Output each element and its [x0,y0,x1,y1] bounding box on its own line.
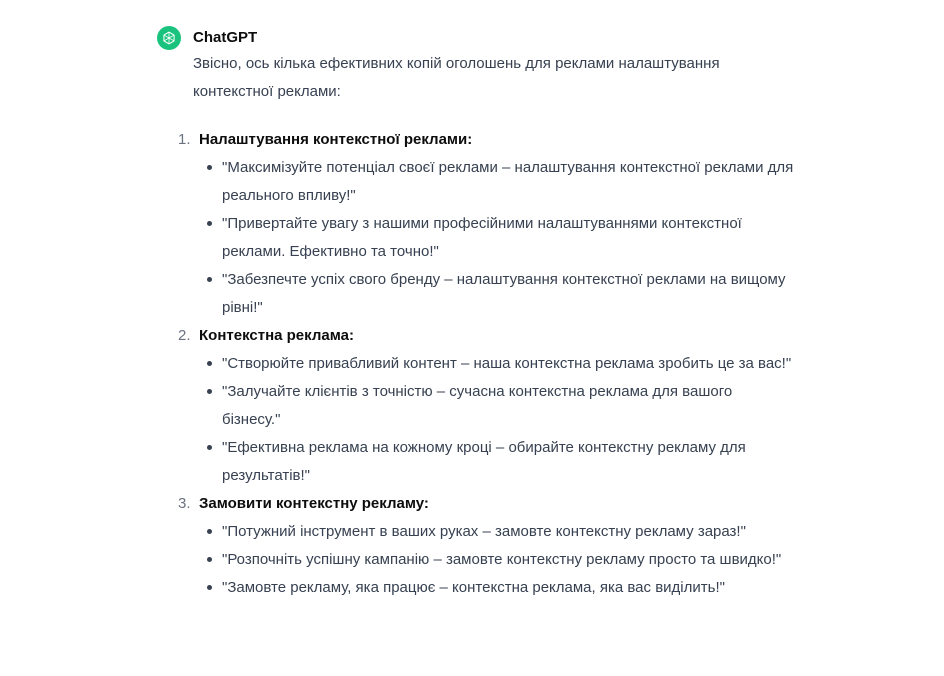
ad-copy-list [0,518,944,602]
section-heading [0,490,944,518]
section-title: Замовити контекстну рекламу: [199,495,429,512]
section-number: 3. [178,495,191,512]
section-title: Налаштування контекстної реклами: [199,131,473,148]
ad-copy-item [0,546,944,574]
ad-sections-list [0,126,944,602]
section-title: Контекстна реклама: [199,327,354,344]
bullet-icon [207,221,212,226]
section-number: 1. [178,131,191,148]
section-item [0,126,944,322]
ad-copy-item [0,518,944,546]
ad-copy-item [0,154,944,210]
section-number: 2. [178,327,191,344]
bullet-icon [207,277,212,282]
openai-logo-icon [161,30,177,46]
ad-copy-text: "Створюйте привабливий контент – наша контекстна реклама зробить це за вас!" [222,355,792,372]
ad-copy-text: "Замовте рекламу, яка працює – контекстна реклама, яка вас виділить!" [222,579,725,596]
ad-copy-text: "Забезпечте успіх свого бренду – налаштування контекстної реклами на вищому рівні!" [222,271,786,316]
ad-copy-item [0,574,944,602]
bullet-icon [207,585,212,590]
chatgpt-avatar [157,26,181,50]
ad-copy-text: "Максимізуйте потенціал своєї реклами – налаштування контекстної реклами для реального впливу!" [222,159,794,204]
bullet-icon [207,445,212,450]
ad-copy-list [0,154,944,322]
bullet-icon [207,529,212,534]
ad-copy-item [0,378,944,434]
ad-copy-list [0,350,944,490]
bullet-icon [207,557,212,562]
ad-copy-text: "Привертайте увагу з нашими професійними налаштуваннями контекстної реклами. Ефективно та точно!" [222,215,742,260]
ad-copy-item [0,434,944,490]
bullet-icon [207,389,212,394]
ad-copy-item [0,266,944,322]
ad-copy-text: "Розпочніть успішну кампанію – замовте контекстну рекламу просто та швидко!" [222,551,782,568]
message-intro: Звісно, ось кілька ефективних копій оголошень для реклами налаштування контекстної реклами: [193,55,720,100]
section-item [0,490,944,602]
ad-copy-text: "Ефективна реклама на кожному кроці – обирайте контекстну рекламу для результатів!" [222,439,746,484]
ad-copy-text: "Потужний інструмент в ваших руках – замовте контекстну рекламу зараз!" [222,523,746,540]
ad-copy-text: "Залучайте клієнтів з точністю – сучасна контекстна реклама для вашого бізнесу." [222,383,733,428]
section-heading [0,322,944,350]
message-author: ChatGPT [193,29,258,46]
ad-copy-item [0,210,944,266]
section-heading [0,126,944,154]
section-item [0,322,944,490]
bullet-icon [207,165,212,170]
ad-copy-item [0,350,944,378]
bullet-icon [207,361,212,366]
